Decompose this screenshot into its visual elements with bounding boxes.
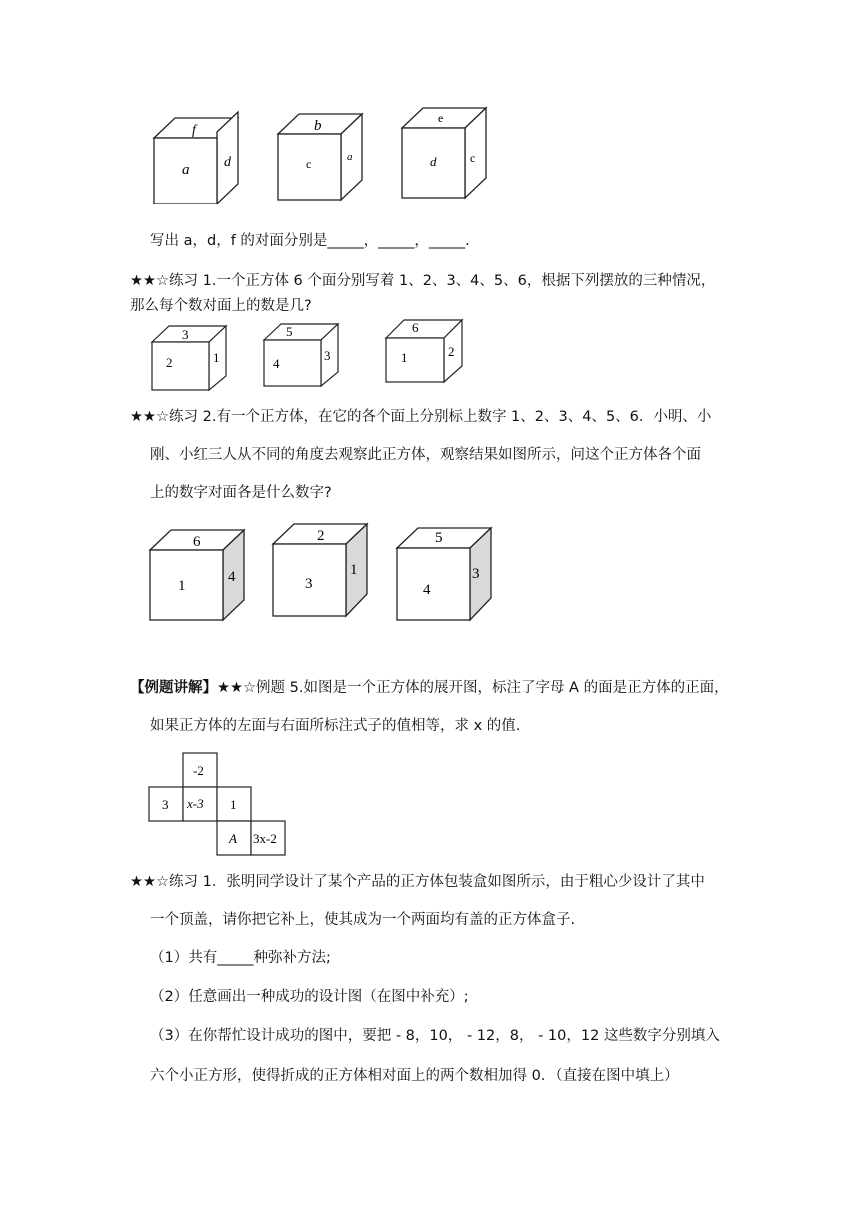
example-line-1-text: ★★☆例题 5.如图是一个正方体的展开图，标注了字母 A 的面是正方体的正面，: [217, 680, 729, 696]
cube-top-label: f: [192, 123, 196, 138]
cube-net-figure: [148, 752, 290, 856]
exercise-3-item-3: （3）在你帮忙设计成功的图中，要把 - 8，10， - 12，8， - 10，12 这些数字分别填入: [150, 1028, 720, 1044]
exercise-3-line-2: 一个顶盖，请你把它补上，使其成为一个两面均有盖的正方体盒子.: [150, 912, 576, 928]
number-cube-a: [150, 530, 244, 620]
cube-front-label: 1: [178, 578, 186, 594]
number-cubes-figure-1: [148, 318, 468, 394]
number-cube-b: [273, 524, 367, 616]
example-line-2: 如果正方体的左面与右面所标注式子的值相等，求 x 的值.: [150, 718, 521, 734]
letter-cube-1: [154, 112, 238, 204]
exercise-3-item-2: （2）任意画出一种成功的设计图（在图中补充）;: [150, 989, 469, 1005]
cube-front-label: a: [182, 162, 190, 178]
cube-front-label: 1: [401, 350, 408, 365]
cube-side-label: d: [224, 155, 231, 170]
cube-side-label: 2: [448, 344, 455, 359]
exercise-3-item-3-cont: 六个小正方形，使得折成的正方体相对面上的两个数相加得 0．（直接在图中填上）: [150, 1068, 679, 1084]
number-cube-1: [152, 326, 226, 390]
cube-front-label: d: [430, 154, 437, 169]
exercise-1-line-2: 那么每个数对面上的数是几?: [130, 298, 312, 314]
cube-top-label: 2: [317, 528, 325, 544]
cube-top-label: 5: [435, 530, 443, 546]
cube-top-label: 6: [412, 320, 419, 335]
cube-side-label: 1: [350, 562, 358, 578]
exercise-2-line-1: ★★☆练习 2.有一个正方体，在它的各个面上分别标上数字 1、2、3、4、5、6．小明、小: [130, 409, 712, 425]
number-cube-c: [397, 528, 491, 620]
net-center-label: x-3: [187, 796, 204, 811]
cube-side-label: 3: [472, 566, 480, 582]
exercise-3-item-1: （1）共有_____种弥补方法;: [150, 950, 331, 966]
question-letter-opposites: 写出 a，d，f 的对面分别是_____，_____，_____.: [150, 233, 470, 249]
number-cube-2: [264, 324, 338, 386]
exercise-2-line-2: 刚、小红三人从不同的角度去观察此正方体，观察结果如图所示，问这个正方体各个面: [150, 447, 701, 463]
cube-top-label: e: [438, 111, 444, 125]
number-cubes-figure-2: [146, 520, 496, 626]
net-left-label: 3: [162, 797, 169, 812]
cube-front-label: c: [306, 157, 312, 171]
cube-side-label: 1: [213, 350, 220, 365]
net-top-label: -2: [193, 763, 204, 778]
exercise-1-line-1: ★★☆练习 1.一个正方体 6 个面分别写着 1、2、3、4、5、6，根据下列摆放的三种情况，: [130, 273, 716, 289]
cube-front-label: 3: [305, 576, 313, 592]
cube-front-label: 4: [423, 582, 431, 598]
cube-top-label: b: [314, 118, 322, 134]
cube-front-label: 4: [273, 356, 280, 371]
exercise-2-line-3: 上的数字对面各是什么数字?: [150, 485, 332, 501]
cube-side-label: 4: [228, 569, 236, 585]
cube-front-label: 2: [166, 355, 173, 370]
cube-top-label: 6: [193, 534, 201, 550]
letter-cube-2: [278, 114, 362, 200]
example-line-1: [130, 678, 729, 698]
net-bottom-right-label: 3x-2: [253, 831, 277, 846]
exercise-3-line-1: ★★☆练习 1．张明同学设计了某个产品的正方体包装盒如图所示，由于粗心少设计了其中: [130, 874, 705, 890]
cube-top-label: 5: [286, 324, 293, 339]
net-right-label: 1: [230, 797, 237, 812]
cube-top-label: 3: [182, 327, 189, 342]
letter-cube-3: [402, 108, 486, 198]
letter-cubes-figure: [150, 104, 500, 204]
cube-side-label: 3: [324, 348, 331, 363]
net-front-label: A: [229, 831, 237, 846]
example-tag: 【例题讲解】: [130, 680, 217, 696]
number-cube-3: [386, 320, 462, 382]
cube-side-label: c: [470, 151, 476, 165]
cube-side-label: a: [347, 151, 353, 163]
